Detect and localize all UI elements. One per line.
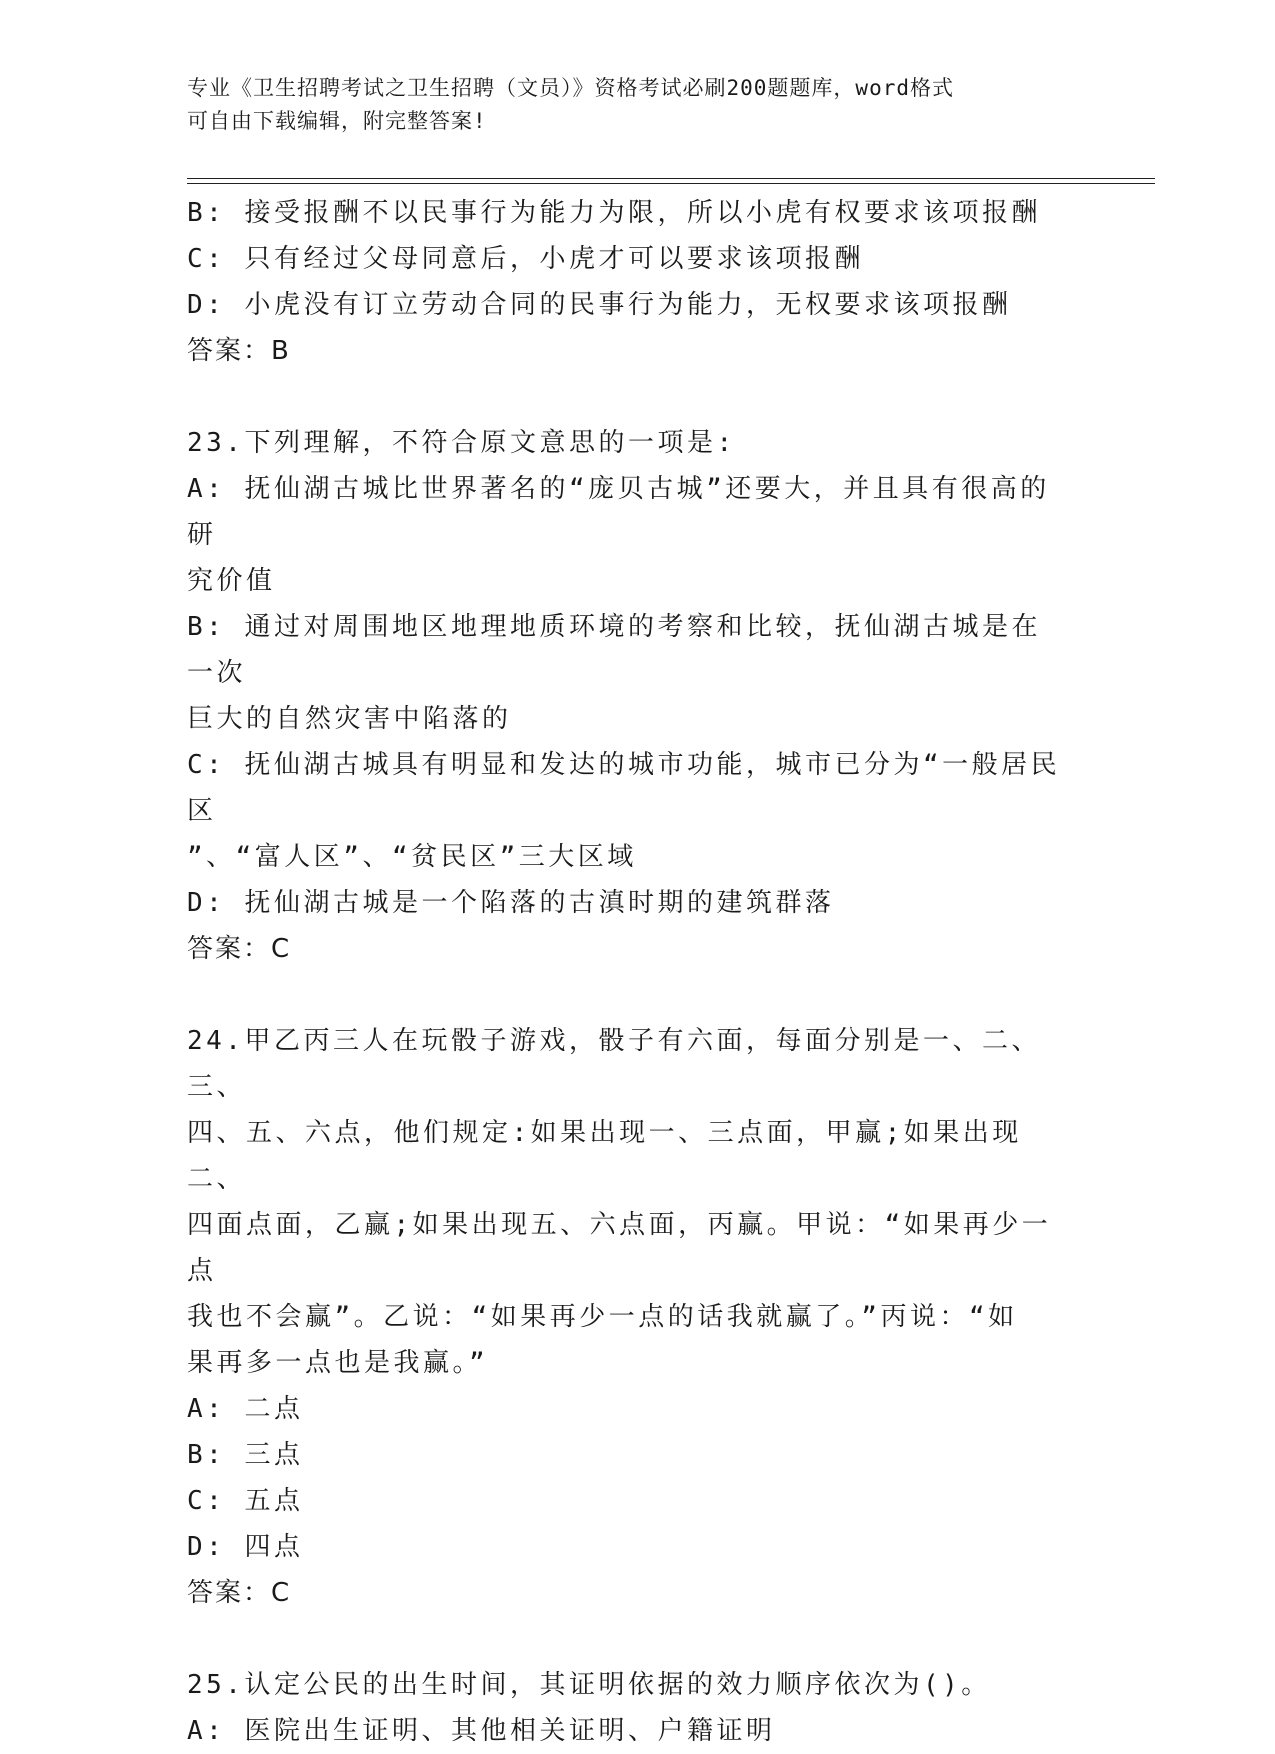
q24-stem-line3: 四面点面，乙赢;如果出现五、六点面，丙赢。甲说：“如果再少一点 (187, 1210, 1052, 1286)
q23-option-a-line2: 究价值 (187, 566, 276, 596)
q24-stem-line5: 果再多一点也是我赢。” (187, 1348, 489, 1378)
q22-answer: 答案：B (187, 336, 291, 366)
q23-option-a-line1: A: 抚仙湖古城比世界著名的“庞贝古城”还要大，并且具有很高的研 (187, 474, 1050, 550)
q23-option-c-line1: C: 抚仙湖古城具有明显和发达的城市功能，城市已分为“一般居民区 (187, 750, 1061, 826)
q24-stem-line2: 四、五、六点，他们规定:如果出现一、三点面，甲赢;如果出现二、 (187, 1118, 1022, 1194)
header-divider-top (187, 178, 1155, 179)
header-line-1: 专业《卫生招聘考试之卫生招聘（文员）》资格考试必刷200题题库，word格式 (187, 76, 954, 100)
q23-option-d: D: 抚仙湖古城是一个陷落的古滇时期的建筑群落 (187, 888, 835, 918)
q24-option-a: A: 二点 (187, 1394, 304, 1424)
q23-option-b-line2: 巨大的自然灾害中陷落的 (187, 704, 512, 734)
q24-option-c: C: 五点 (187, 1486, 304, 1516)
header-divider-bottom (187, 183, 1155, 184)
question-content (187, 190, 1067, 1754)
q24-stem-line1: 24.甲乙丙三人在玩骰子游戏，骰子有六面，每面分别是一、二、三、 (187, 1026, 1041, 1102)
q22-option-b: B: 接受报酬不以民事行为能力为限，所以小虎有权要求该项报酬 (187, 198, 1041, 228)
q23-option-c-line2: ”、“富人区”、“贫民区”三大区域 (187, 842, 637, 872)
q23-option-b-line1: B: 通过对周围地区地理地质环境的考察和比较，抚仙湖古城是在一次 (187, 612, 1041, 688)
q24-option-d: D: 四点 (187, 1532, 304, 1562)
document-header (187, 72, 1067, 138)
q25-stem: 25.认定公民的出生时间，其证明依据的效力顺序依次为()。 (187, 1670, 991, 1700)
header-line-2: 可自由下载编辑，附完整答案! (187, 109, 487, 133)
q25-option-a: A: 医院出生证明、其他相关证明、户籍证明 (187, 1716, 776, 1746)
q24-stem-line4: 我也不会赢”。乙说：“如果再少一点的话我就赢了。”丙说：“如 (187, 1302, 1018, 1332)
q23-answer: 答案：C (187, 934, 292, 964)
q24-answer: 答案：C (187, 1578, 292, 1608)
q22-option-d: D: 小虎没有订立劳动合同的民事行为能力，无权要求该项报酬 (187, 290, 1012, 320)
q23-stem: 23.下列理解，不符合原文意思的一项是: (187, 428, 736, 458)
q22-option-c: C: 只有经过父母同意后，小虎才可以要求该项报酬 (187, 244, 864, 274)
q24-option-b: B: 三点 (187, 1440, 304, 1470)
